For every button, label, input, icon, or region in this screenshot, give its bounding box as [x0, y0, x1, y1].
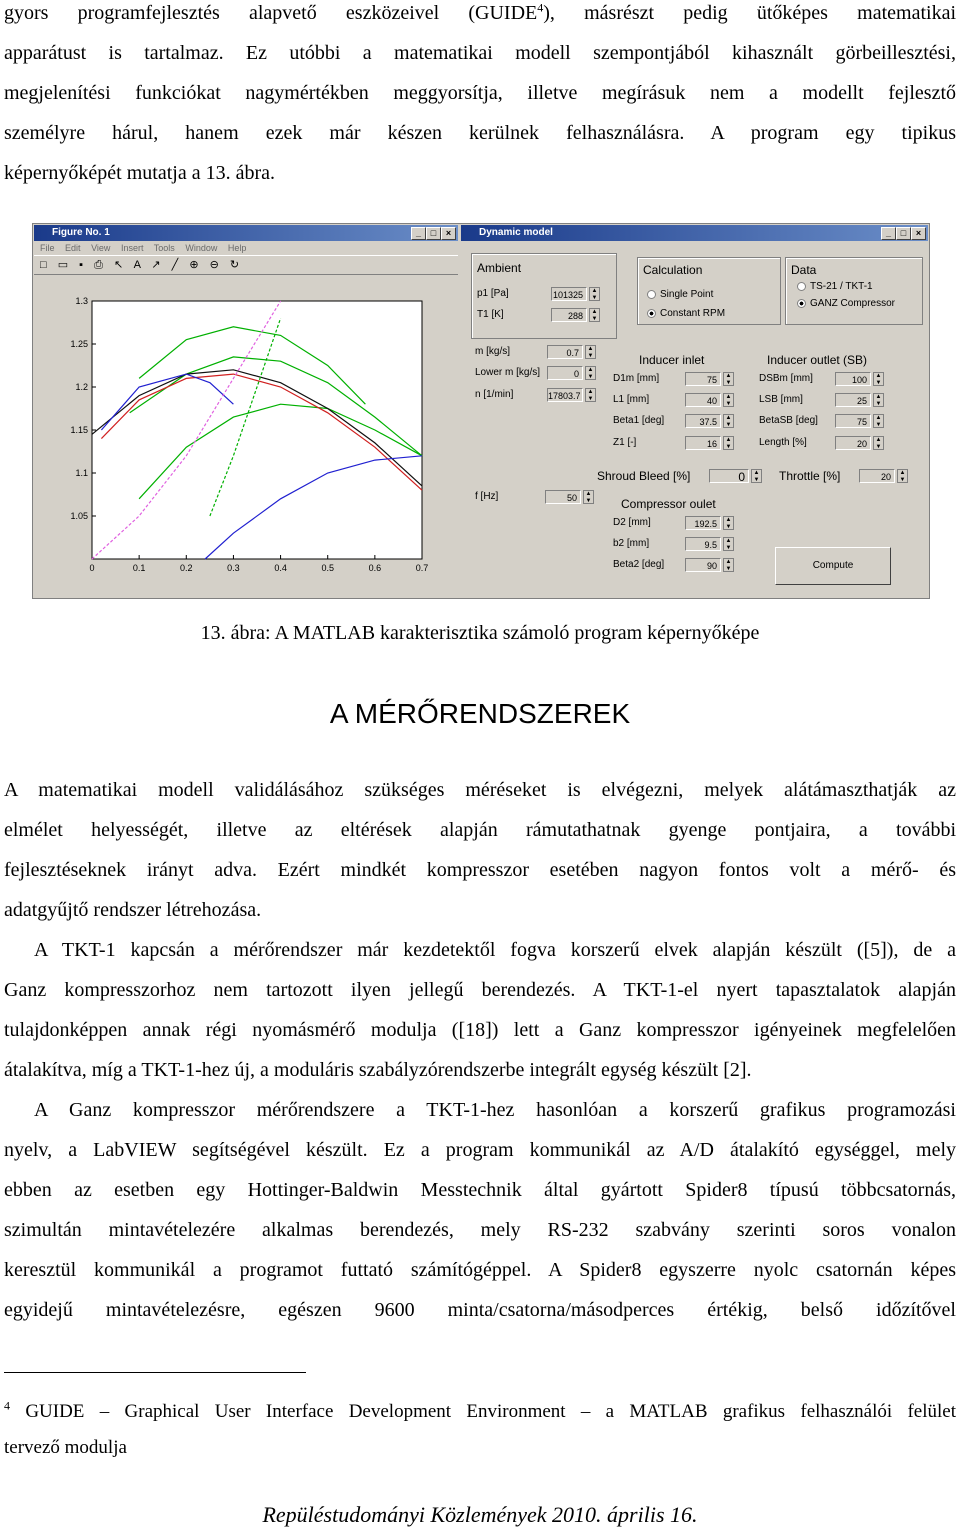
beta1-label: Beta1 [deg]	[613, 415, 665, 426]
x-tick-label: 0.5	[321, 563, 334, 573]
y-tick-label: 1.05	[70, 511, 88, 521]
menu-file[interactable]: File	[40, 243, 55, 253]
footnote-rule	[4, 1372, 306, 1373]
l1-input[interactable]: 40	[685, 393, 721, 407]
throttle-label: Throttle [%]	[779, 469, 841, 483]
lsb-input[interactable]: 25	[835, 393, 871, 407]
dsbm-spinner[interactable]: ▲ ▼	[873, 372, 884, 386]
menu-view[interactable]: View	[91, 243, 111, 253]
text-line: ebben az esetben egy Hottinger-Baldwin Messtechnik által gyártott Spider8 típusú többcsatornás,	[4, 1179, 956, 1201]
dsbm-input[interactable]: 100	[835, 372, 871, 386]
menu-insert[interactable]: Insert	[120, 243, 144, 253]
menu-help[interactable]: Help	[227, 243, 247, 253]
d2-label: D2 [mm]	[613, 517, 651, 528]
footnote-mark: 4	[4, 1398, 10, 1413]
menu-window[interactable]: Window	[185, 243, 218, 253]
f-label: f [Hz]	[475, 491, 499, 502]
z1-spinner[interactable]: ▲ ▼	[723, 436, 734, 450]
text-line: gyors programfejlesztés alapvető eszközeivel (GUIDE$^4$), másrészt pedig ütőképes matematikai	[4, 0, 956, 24]
section-heading: A MÉRŐRENDSZEREK	[329, 698, 631, 729]
inducer-inlet-title: Inducer inlet	[639, 353, 705, 367]
shroud-bleed-label: Shroud Bleed [%]	[597, 469, 691, 483]
minimize-icon[interactable]: _	[881, 227, 896, 240]
betasb-label: BetaSB [deg]	[759, 415, 818, 426]
radio-off-icon	[797, 282, 806, 291]
compressor-outlet-title: Compressor oulet	[621, 497, 716, 511]
beta2-input[interactable]: 90	[685, 558, 721, 572]
text-line: tulajdonképpen annak régi nyomásmérő modulja ([18]) lett a Ganz kompresszor igényeinek megfelelően	[4, 1019, 956, 1041]
t1-spinner[interactable]: ▲ ▼	[589, 308, 600, 322]
n-label: n [1/min]	[475, 389, 514, 400]
betasb-spinner[interactable]: ▲ ▼	[873, 414, 884, 428]
f-spinner[interactable]: ▲ ▼	[583, 490, 594, 504]
text-line: átalakítva, míg a TKT-1-hez új, a moduláris szabályzórendszerbe integrált egység készült [2].	[4, 1059, 752, 1081]
lsb-spinner[interactable]: ▲ ▼	[873, 393, 884, 407]
text-line: apparátust is tartalmaz. Ez utóbbi a matematikai modell szempontjából kihasznált görbeillesztési,	[4, 42, 956, 64]
single-point-radio[interactable]: Single Point	[647, 289, 713, 300]
z1-input[interactable]: 16	[685, 436, 721, 450]
lower-m-spinner[interactable]: ▲ ▼	[585, 366, 596, 380]
compute-button[interactable]: Compute	[775, 547, 891, 585]
beta2-label: Beta2 [deg]	[613, 559, 665, 570]
figure-window	[34, 225, 458, 597]
text-line: egyidejű mintavételezésre, egészen 9600 minta/csatorna/másodperces értékig, belső időzítővel	[4, 1299, 956, 1321]
shroud-bleed-input[interactable]: 0	[709, 469, 749, 483]
m-input[interactable]: 0.7	[547, 345, 583, 359]
text-line: képernyőképét mutatja a 13. ábra.	[4, 162, 275, 184]
lsb-label: LSB [mm]	[759, 394, 803, 405]
d2-input[interactable]: 192.5	[685, 516, 721, 530]
dynamic-model-window	[461, 225, 928, 597]
text-line: szimultán mintavételezére alkalmas berendezés, mely RS-232 szabvány szerinti soros vonalon	[4, 1219, 956, 1241]
shroud-bleed-spinner[interactable]: ▲ ▼	[751, 469, 762, 483]
t1-input[interactable]: 288	[551, 308, 587, 322]
matlab-screenshot	[32, 223, 930, 599]
x-tick-label: 0	[89, 563, 95, 573]
y-tick-label: 1.2	[75, 382, 88, 392]
l1-spinner[interactable]: ▲ ▼	[723, 393, 734, 407]
p1-input[interactable]: 101325	[551, 287, 587, 301]
d1m-spinner[interactable]: ▲ ▼	[723, 372, 734, 386]
maximize-icon[interactable]: □	[896, 227, 911, 240]
figure-titlebar	[34, 225, 458, 241]
dynamic-titlebar	[461, 225, 928, 241]
figure-toolbar[interactable]: □ ▭ ▪ ⎙ ↖ A ↗ ╱ ⊕ ⊖ ↻	[34, 255, 458, 275]
n-spinner[interactable]: ▲ ▼	[585, 388, 596, 402]
beta1-input[interactable]: 37.5	[685, 414, 721, 428]
inducer-outlet-title: Inducer outlet (SB)	[767, 353, 868, 367]
b2-label: b2 [mm]	[613, 538, 650, 549]
calculation-title: Calculation	[643, 263, 703, 277]
radio-on-icon	[797, 299, 806, 308]
f-input[interactable]: 50	[545, 490, 581, 504]
y-tick-label: 1.1	[75, 468, 88, 478]
paragraph-ganz	[4, 1090, 956, 1330]
length-spinner[interactable]: ▲ ▼	[873, 436, 884, 450]
betasb-input[interactable]: 75	[835, 414, 871, 428]
y-tick-label: 1.25	[70, 339, 88, 349]
y-tick-label: 1.3	[75, 296, 88, 306]
x-tick-label: 0.3	[227, 563, 240, 573]
dynamic-title: Dynamic model	[479, 227, 553, 238]
ts21-radio[interactable]: TS-21 / TKT-1	[797, 281, 873, 292]
line-plot	[34, 275, 458, 597]
close-icon[interactable]: ×	[911, 227, 926, 240]
footnote-text-cont: tervező modulja	[4, 1437, 127, 1458]
menu-edit[interactable]: Edit	[65, 243, 81, 253]
d2-spinner[interactable]: ▲ ▼	[723, 516, 734, 530]
dsbm-label: DSBm [mm]	[759, 373, 813, 384]
m-label: m [kg/s]	[475, 346, 511, 357]
text-line: nyelv, a LabVIEW segítségével készült. Ez a program kommunikál az A/D átalakító egységgel, mely	[4, 1139, 956, 1161]
p1-spinner[interactable]: ▲ ▼	[589, 287, 600, 301]
throttle-spinner[interactable]: ▲ ▼	[897, 469, 908, 483]
text-line: A Ganz kompresszor mérőrendszere a TKT-1-hez hasonlóan a korszerű grafikus programozási	[34, 1099, 956, 1121]
x-tick-label: 0.1	[132, 563, 146, 573]
x-tick-label: 0.4	[274, 563, 287, 573]
length-input[interactable]: 20	[835, 436, 871, 450]
text-line: fejlesztéseknek irányt adva. Ezért mindkét kompresszor esetében nagyon fontos volt a mérő- és	[4, 859, 956, 881]
lower-m-input[interactable]: 0	[547, 366, 583, 380]
m-spinner[interactable]: ▲ ▼	[585, 345, 596, 359]
text-line: megjelenítési funkciókat nagymértékben meggyorsítja, illetve megírásuk nem a modellt fejlesztő	[4, 82, 956, 104]
paragraph-tkt1	[4, 930, 956, 1090]
data-title: Data	[791, 263, 817, 277]
text-line: személyre hárul, hanem ezek már készen kerülnek felhasználásra. A program egy tipikus	[4, 122, 956, 144]
figure-menubar	[34, 241, 458, 255]
text-line: A matematikai modell validálásához szükséges méréseket is elvégezni, melyek alátámaszthatják az	[4, 779, 956, 801]
lower-m-label: Lower m [kg/s]	[475, 367, 541, 378]
menu-tools[interactable]: Tools	[153, 243, 175, 253]
z1-label: Z1 [-]	[613, 437, 637, 448]
t1-label: T1 [K]	[477, 309, 504, 320]
figure-caption: 13. ábra: A MATLAB karakterisztika számoló program képernyőképe	[200, 622, 760, 644]
d1m-input[interactable]: 75	[685, 372, 721, 386]
ganz-radio[interactable]: GANZ Compressor	[797, 298, 895, 309]
l1-label: L1 [mm]	[613, 394, 650, 405]
length-label: Length [%]	[759, 437, 807, 448]
minimize-icon[interactable]: _	[411, 227, 426, 240]
maximize-icon[interactable]: □	[426, 227, 441, 240]
radio-on-icon	[647, 309, 656, 318]
footnote-ref: 4	[537, 0, 544, 15]
n-input[interactable]: 17803.7	[547, 388, 583, 402]
beta2-spinner[interactable]: ▲ ▼	[723, 558, 734, 572]
figure-title: Figure No. 1	[52, 227, 110, 238]
radio-off-icon	[647, 290, 656, 299]
text-line: adatgyűjtő rendszer létrehozása.	[4, 899, 262, 921]
beta1-spinner[interactable]: ▲ ▼	[723, 414, 734, 428]
x-tick-label: 0.7	[415, 563, 429, 573]
close-icon[interactable]: ×	[441, 227, 456, 240]
paragraph-intro	[4, 0, 956, 193]
text-line: elmélet helyességét, illetve az eltérések alapján rámutathatnak gyenge pontjaira, a további	[4, 819, 956, 841]
constant-rpm-radio[interactable]: Constant RPM	[647, 308, 725, 319]
p1-label: p1 [Pa]	[477, 288, 509, 299]
y-tick-label: 1.15	[70, 425, 88, 435]
b2-input[interactable]: 9.5	[685, 537, 721, 551]
x-tick-label: 0.2	[180, 563, 193, 573]
page-footer: Repüléstudományi Közlemények 2010. április 16.	[262, 1502, 698, 1527]
dynamic-body	[461, 241, 928, 597]
text-line: A TKT-1 kapcsán a mérőrendszer már kezdetektől fogva korszerű elvek alapján készült ([5]), de a	[34, 939, 956, 961]
footnote-text: GUIDE – Graphical User Interface Development Environment – a MATLAB grafikus felhasználói felület	[25, 1401, 957, 1422]
x-tick-label: 0.6	[368, 563, 382, 573]
footnote	[4, 1394, 956, 1466]
text-line: Ganz kompresszorhoz nem tartozott ilyen jellegű berendezés. A TKT-1-el nyert tapasztalatok alapján	[4, 979, 956, 1001]
text-line: keresztül kommunikál a programot futtató számítógéppel. A Spider8 egyszerre nyolc csatornán képes	[4, 1259, 956, 1281]
ambient-title: Ambient	[477, 261, 522, 275]
d1m-label: D1m [mm]	[613, 373, 660, 384]
throttle-input[interactable]: 20	[859, 469, 895, 483]
paragraph-validation	[4, 770, 956, 930]
b2-spinner[interactable]: ▲ ▼	[723, 537, 734, 551]
